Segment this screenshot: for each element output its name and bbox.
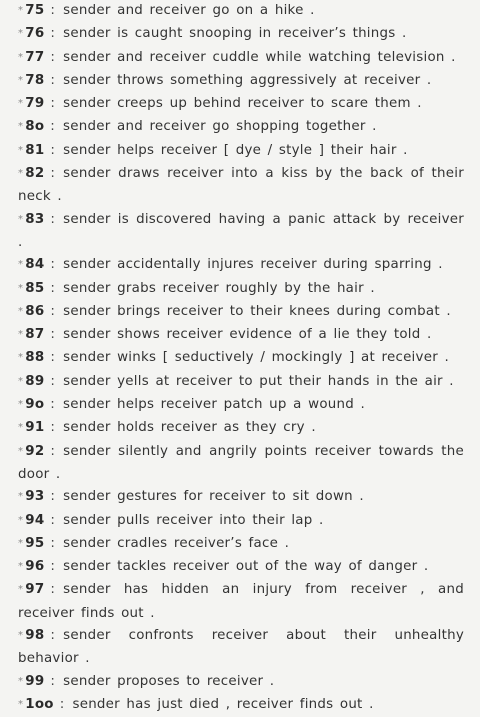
bullet-icon: * xyxy=(18,5,24,16)
item-text: sender accidentally injures receiver during sparring . xyxy=(63,257,443,273)
list-item xyxy=(18,47,464,70)
item-separator: : xyxy=(50,96,56,112)
item-number: 82 xyxy=(25,166,45,182)
list-item xyxy=(18,254,464,277)
item-text: sender and receiver cuddle while watching television . xyxy=(63,49,456,65)
item-number: 99 xyxy=(25,673,45,689)
list-item xyxy=(18,556,464,579)
list-item xyxy=(18,394,464,417)
item-text: sender throws something aggressively at receiver . xyxy=(63,72,432,88)
bullet-icon: * xyxy=(18,445,24,457)
item-separator: : xyxy=(50,582,56,598)
list-item xyxy=(18,0,464,23)
item-separator: : xyxy=(50,535,56,551)
item-text: sender helps receiver [ dye / style ] their hair . xyxy=(63,142,408,158)
item-number: 79 xyxy=(25,96,45,112)
item-text: sender grabs receiver roughly by the hair . xyxy=(63,280,375,296)
item-text: sender and receiver go on a hike . xyxy=(63,3,315,18)
item-text: sender gestures for receiver to sit down . xyxy=(63,489,364,505)
bullet-icon: * xyxy=(18,422,24,434)
bullet-icon: * xyxy=(18,121,24,133)
item-separator: : xyxy=(50,673,56,689)
list-item xyxy=(18,579,464,625)
list-item xyxy=(18,278,464,301)
bullet-icon: * xyxy=(18,514,24,526)
item-number: 83 xyxy=(25,211,45,227)
item-separator: : xyxy=(50,257,56,273)
list-item xyxy=(18,93,464,116)
item-number: 94 xyxy=(25,512,45,528)
item-text: sender helps receiver patch up a wound . xyxy=(63,397,366,413)
item-separator: : xyxy=(50,628,56,644)
list-item xyxy=(18,209,464,255)
item-text: sender has hidden an injury from receiver , and receiver finds out . xyxy=(18,582,464,621)
item-separator: : xyxy=(50,3,56,18)
item-text: sender is discovered having a panic attack by receiver . xyxy=(18,211,464,250)
item-text: sender confronts receiver about their unhealthy behavior . xyxy=(18,628,464,667)
item-separator: : xyxy=(50,489,56,505)
bullet-icon: * xyxy=(18,352,24,364)
item-number: 97 xyxy=(25,582,45,598)
bullet-icon: * xyxy=(18,698,24,710)
bullet-icon: * xyxy=(18,630,24,642)
list-item xyxy=(18,533,464,556)
item-separator: : xyxy=(50,559,56,575)
item-separator: : xyxy=(50,26,56,42)
item-number: 1oo xyxy=(25,696,54,712)
list-item xyxy=(18,486,464,509)
item-number: 92 xyxy=(25,443,45,459)
item-text: sender creeps up behind receiver to scare them . xyxy=(63,96,422,112)
item-text: sender tackles receiver out of the way of danger . xyxy=(63,559,429,575)
item-text: sender has just died , receiver finds out . xyxy=(72,696,374,712)
item-separator: : xyxy=(50,142,56,158)
item-separator: : xyxy=(50,119,56,135)
list-item xyxy=(18,140,464,163)
list-item xyxy=(18,70,464,93)
item-number: 89 xyxy=(25,373,45,389)
item-separator: : xyxy=(50,350,56,366)
list-item xyxy=(18,371,464,394)
item-number: 76 xyxy=(25,26,45,42)
bullet-icon: * xyxy=(18,584,24,596)
bullet-icon: * xyxy=(18,213,24,225)
item-text: sender holds receiver as they cry . xyxy=(63,420,316,436)
item-text: sender shows receiver evidence of a lie they told . xyxy=(63,327,432,343)
bullet-icon: * xyxy=(18,51,24,63)
list-item xyxy=(18,163,464,209)
item-separator: : xyxy=(50,211,56,227)
bullet-icon: * xyxy=(18,399,24,411)
item-text: sender yells at receiver to put their hands in the air . xyxy=(63,373,454,389)
item-separator: : xyxy=(50,420,56,436)
item-text: sender draws receiver into a kiss by the back of their neck . xyxy=(18,166,464,205)
item-text: sender is caught snooping in receiver’s things . xyxy=(63,26,407,42)
bullet-icon: * xyxy=(18,28,24,40)
item-number: 84 xyxy=(25,257,45,273)
item-separator: : xyxy=(50,373,56,389)
bullet-icon: * xyxy=(18,98,24,110)
item-separator: : xyxy=(50,49,56,65)
item-number: 81 xyxy=(25,142,45,158)
bullet-icon: * xyxy=(18,329,24,341)
item-separator: : xyxy=(50,512,56,528)
bullet-icon: * xyxy=(18,259,24,271)
item-text: sender cradles receiver’s face . xyxy=(63,535,290,551)
list-item xyxy=(18,23,464,46)
bullet-icon: * xyxy=(18,74,24,86)
item-separator: : xyxy=(50,327,56,343)
item-text: sender and receiver go shopping together . xyxy=(63,119,377,135)
list-item xyxy=(18,441,464,487)
item-number: 96 xyxy=(25,559,45,575)
item-number: 8o xyxy=(25,119,45,135)
bullet-icon: * xyxy=(18,168,24,180)
item-separator: : xyxy=(50,397,56,413)
bullet-icon: * xyxy=(18,561,24,573)
list-item xyxy=(18,116,464,139)
list-item xyxy=(18,671,464,694)
item-separator: : xyxy=(50,72,56,88)
bullet-icon: * xyxy=(18,144,24,156)
item-text: sender proposes to receiver . xyxy=(63,673,275,689)
bullet-icon: * xyxy=(18,537,24,549)
bullet-icon: * xyxy=(18,375,24,387)
item-text: sender brings receiver to their knees during combat . xyxy=(63,303,451,319)
bullet-icon: * xyxy=(18,675,24,687)
item-number: 85 xyxy=(25,280,45,296)
item-number: 78 xyxy=(25,72,45,88)
list-item xyxy=(18,510,464,533)
item-number: 91 xyxy=(25,420,45,436)
item-number: 95 xyxy=(25,535,45,551)
item-number: 9o xyxy=(25,397,45,413)
list-item xyxy=(18,694,464,717)
item-text: sender winks [ seductively / mockingly ] at receiver . xyxy=(63,350,449,366)
bullet-icon: * xyxy=(18,282,24,294)
item-number: 93 xyxy=(25,489,45,505)
item-number: 98 xyxy=(25,628,45,644)
item-separator: : xyxy=(50,303,56,319)
item-text: sender silently and angrily points receiver towards the door . xyxy=(18,443,464,482)
item-number: 88 xyxy=(25,350,45,366)
item-number: 86 xyxy=(25,303,45,319)
list-item xyxy=(18,324,464,347)
list-item xyxy=(18,417,464,440)
bullet-icon: * xyxy=(18,305,24,317)
item-number: 75 xyxy=(25,3,45,18)
list-item xyxy=(18,625,464,671)
bullet-icon: * xyxy=(18,491,24,503)
item-separator: : xyxy=(50,280,56,296)
prompt-list xyxy=(18,0,464,717)
item-separator: : xyxy=(50,443,56,459)
item-number: 77 xyxy=(25,49,45,65)
item-text: sender pulls receiver into their lap . xyxy=(63,512,324,528)
item-separator: : xyxy=(59,696,65,712)
list-item xyxy=(18,347,464,370)
item-number: 87 xyxy=(25,327,45,343)
item-separator: : xyxy=(50,166,56,182)
list-item xyxy=(18,301,464,324)
